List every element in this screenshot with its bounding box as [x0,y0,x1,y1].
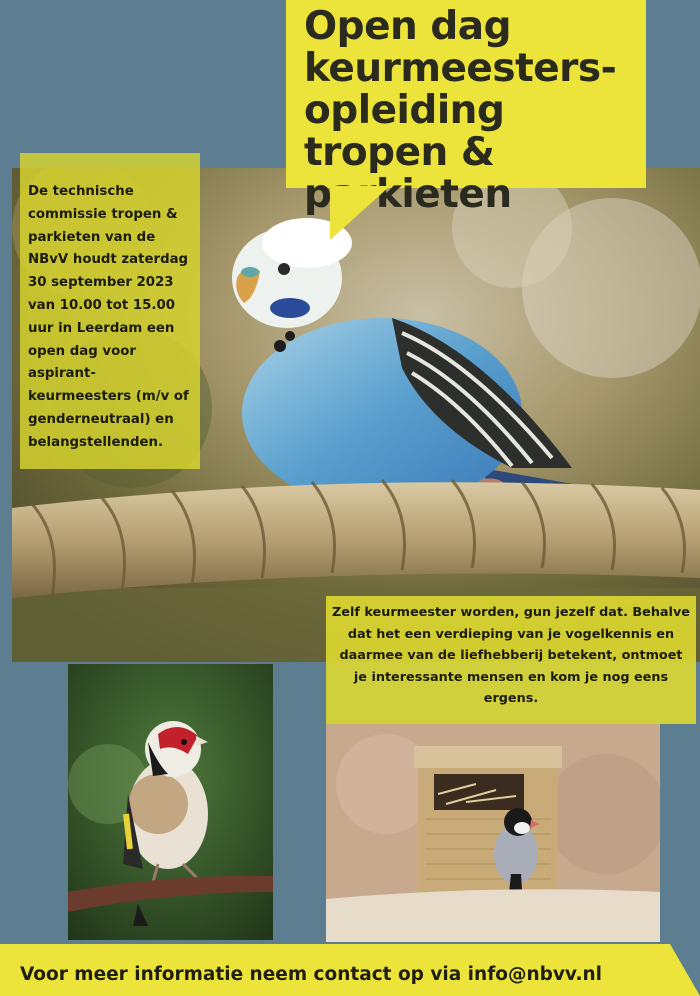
page-title: Open dag keurmeesters-opleiding tropen & parkieten [304,4,617,217]
goldfinch-photo [68,664,273,940]
promo-text: Zelf keurmeester worden, gun jezelf dat. Behalve dat het een verdieping van je vogelkennis en daarmee van de liefhebberij betekent, ontmoet je interessante mensen en kom je nog eens ergens. [332,605,690,707]
intro-text: De technische commissie tropen & parkieten van de NBvV houdt zaterdag 30 september 2023 van 10.00 tot 15.00 uur in Leerdam een open dag voor aspirant-keurmeesters (m/v of genderneutraal) en belangstellenden. [28,184,189,450]
promo-box [326,596,696,724]
intro-box [20,153,200,469]
title-pointer [330,186,390,240]
finch-photo [326,724,660,942]
title-box [286,0,646,217]
footer-corner-cut [670,944,700,996]
footer-contact-text: Voor meer informatie neem contact op via info@nbvv.nl [20,964,603,985]
footer-bar [0,944,700,996]
